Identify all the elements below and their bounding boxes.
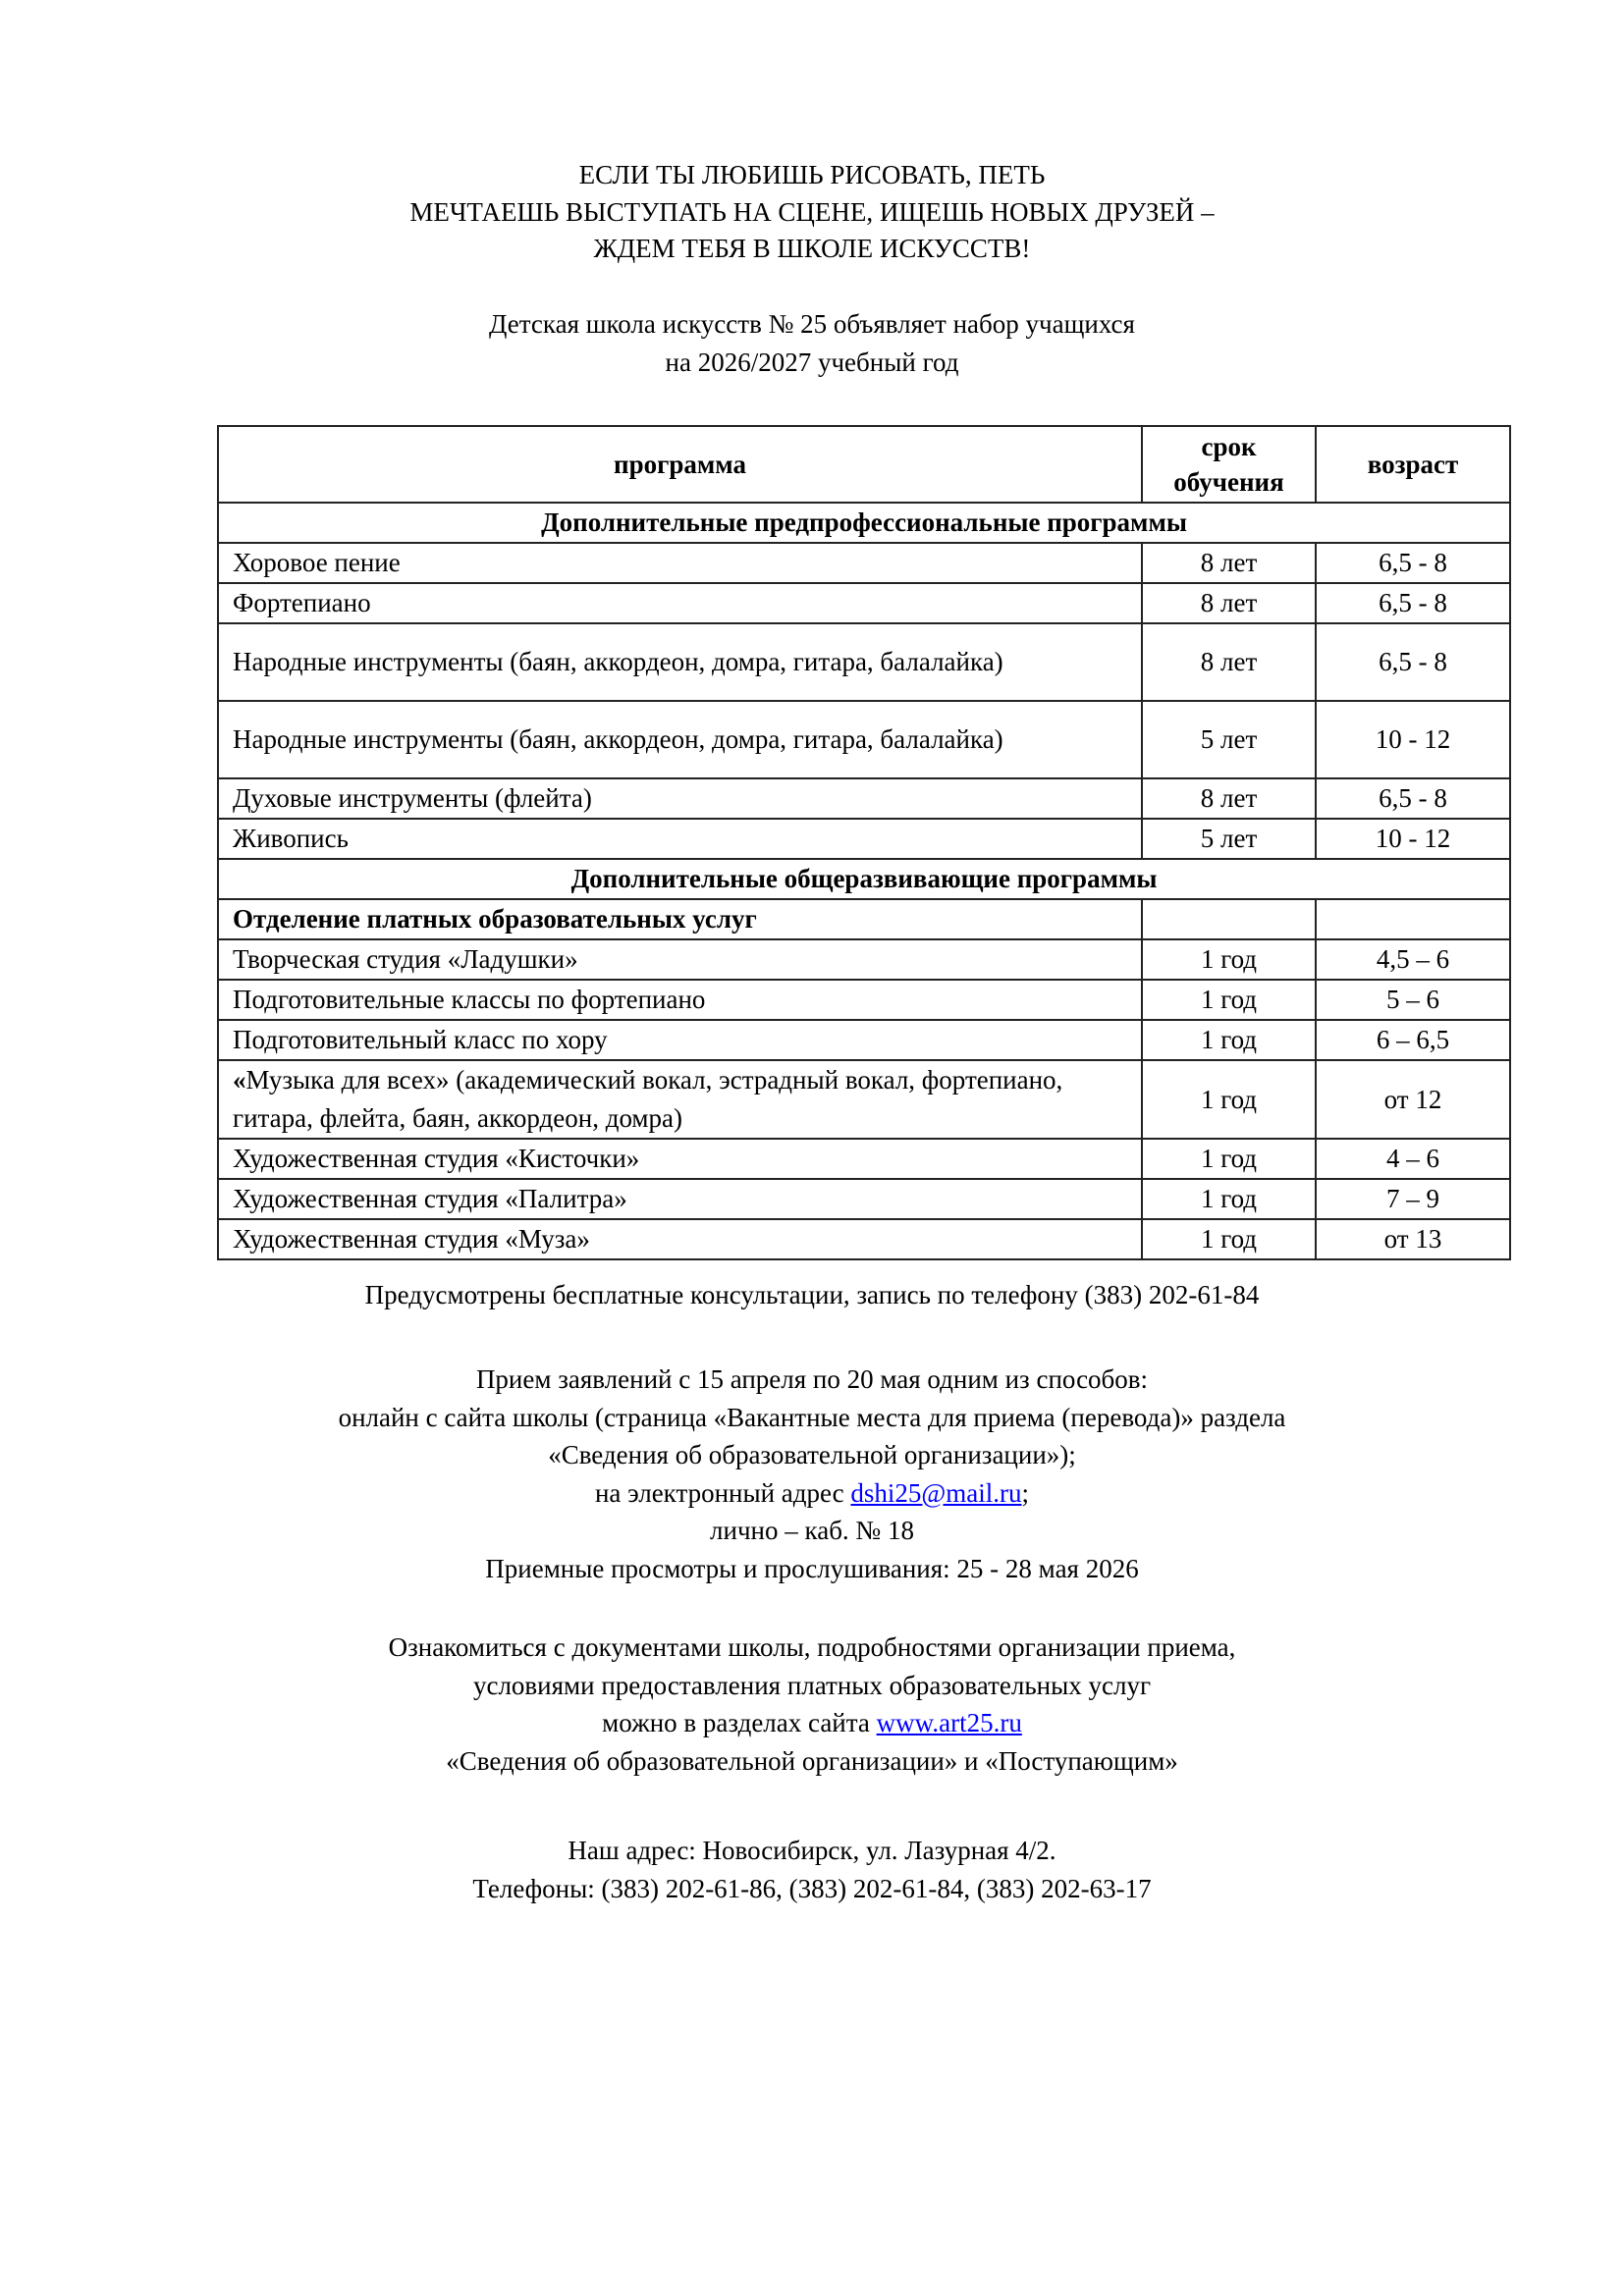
section-row xyxy=(218,859,1510,899)
subtitle-line-1: Детская школа искусств № 25 объявляет набор учащихся xyxy=(489,309,1135,339)
program-name: Фортепиано xyxy=(218,583,1142,623)
table-header-row xyxy=(218,426,1510,503)
section-title-general: Дополнительные общеразвивающие программы xyxy=(218,859,1510,899)
email-link[interactable]: dshi25@mail.ru xyxy=(850,1477,1022,1508)
website-link[interactable]: www.art25.ru xyxy=(876,1708,1022,1738)
program-name: Живопись xyxy=(218,819,1142,859)
program-name-text: Народные инструменты (баян, аккордеон, домра, гитара, балалайка) xyxy=(233,724,1003,754)
program-age: 4,5 – 6 xyxy=(1316,939,1510,980)
program-age: 5 – 6 xyxy=(1316,980,1510,1020)
program-term: 8 лет xyxy=(1142,543,1316,583)
header-age: возраст xyxy=(1316,426,1510,503)
program-name: Художественная студия «Муза» xyxy=(218,1219,1142,1259)
title-line-2: МЕЧТАЕШЬ ВЫСТУПАТЬ НА СЦЕНЕ, ИЩЕШЬ НОВЫХ ДРУЗЕЙ – xyxy=(409,196,1215,227)
documents-info xyxy=(0,1629,1624,1780)
table-row xyxy=(218,819,1510,859)
table-row xyxy=(218,1139,1510,1179)
table-row xyxy=(218,701,1510,778)
applications-line-5: лично – каб. № 18 xyxy=(710,1516,914,1546)
contacts-info xyxy=(0,1832,1624,1907)
site-prefix: можно в разделах сайта xyxy=(602,1708,877,1738)
program-term: 8 лет xyxy=(1142,623,1316,701)
program-age: 10 - 12 xyxy=(1316,819,1510,859)
program-term: 1 год xyxy=(1142,1020,1316,1060)
table-row xyxy=(218,543,1510,583)
announcement-subtitle xyxy=(0,305,1624,381)
program-term: 8 лет xyxy=(1142,583,1316,623)
documents-site-line xyxy=(0,1704,1624,1742)
title-line-1: ЕСЛИ ТЫ ЛЮБИШЬ РИСОВАТЬ, ПЕТЬ xyxy=(578,160,1046,189)
program-age: 7 – 9 xyxy=(1316,1179,1510,1219)
section-title-preprofessional: Дополнительные предпрофессиональные программы xyxy=(218,503,1510,543)
program-term: 1 год xyxy=(1142,1179,1316,1219)
table-row xyxy=(218,980,1510,1020)
table-row xyxy=(218,1219,1510,1259)
program-name: Духовые инструменты (флейта) xyxy=(218,778,1142,819)
header-program: программа xyxy=(218,426,1142,503)
program-age: 6,5 - 8 xyxy=(1316,583,1510,623)
table-row xyxy=(218,623,1510,701)
program-age: от 12 xyxy=(1316,1060,1510,1139)
program-name: Художественная студия «Кисточки» xyxy=(218,1139,1142,1179)
program-term: 8 лет xyxy=(1142,778,1316,819)
empty-cell xyxy=(1316,899,1510,939)
subsection-row xyxy=(218,899,1510,939)
program-age: 6 – 6,5 xyxy=(1316,1020,1510,1060)
applications-line-6: Приемные просмотры и прослушивания: 25 - 28 мая 2026 xyxy=(485,1553,1139,1583)
program-age: 6,5 - 8 xyxy=(1316,543,1510,583)
program-age: 4 – 6 xyxy=(1316,1139,1510,1179)
program-name xyxy=(218,701,1142,778)
table-row xyxy=(218,939,1510,980)
program-name: Художественная студия «Палитра» xyxy=(218,1179,1142,1219)
applications-line-2: онлайн с сайта школы (страница «Вакантные места для приема (перевода)» раздела xyxy=(338,1402,1286,1432)
subsection-title-paid: Отделение платных образовательных услуг xyxy=(218,899,1142,939)
program-name: Подготовительный класс по хору xyxy=(218,1020,1142,1060)
program-term: 1 год xyxy=(1142,1219,1316,1259)
title-line-3: ЖДЕМ ТЕБЯ В ШКОЛЕ ИСКУССТВ! xyxy=(593,234,1031,263)
documents-line-4: «Сведения об образовательной организации» и «Поступающим» xyxy=(446,1745,1178,1776)
table-row xyxy=(218,1179,1510,1219)
program-name xyxy=(218,1060,1142,1139)
applications-info xyxy=(0,1361,1624,1588)
consultation-note xyxy=(0,1276,1624,1314)
applications-line-1: Прием заявлений с 15 апреля по 20 мая одним из способов: xyxy=(475,1364,1149,1394)
program-name-text: Народные инструменты (баян, аккордеон, домра, гитара, балалайка) xyxy=(233,647,1003,676)
program-age: 6,5 - 8 xyxy=(1316,778,1510,819)
table-row xyxy=(218,1060,1510,1139)
program-name: Хоровое пение xyxy=(218,543,1142,583)
applications-line-3: «Сведения об образовательной организации»); xyxy=(548,1440,1076,1470)
email-suffix: ; xyxy=(1021,1477,1030,1508)
email-prefix: на электронный адрес xyxy=(594,1477,851,1508)
applications-email-line xyxy=(0,1474,1624,1513)
table-row xyxy=(218,583,1510,623)
programs-table xyxy=(217,425,1511,1260)
program-age: 6,5 - 8 xyxy=(1316,623,1510,701)
program-term: 5 лет xyxy=(1142,701,1316,778)
program-name-text: Музыка для всех» (академический вокал, эстрадный вокал, фортепиано, гитара, флейта, баян, аккордеон, домра) xyxy=(233,1065,1063,1133)
documents-line-1: Ознакомиться с документами школы, подробностями организации приема, xyxy=(388,1632,1236,1662)
consultation-text: Предусмотрены бесплатные консультации, запись по телефону (383) 202-61-84 xyxy=(364,1280,1260,1309)
phones-text: Телефоны: (383) 202-61-86, (383) 202-61-84, (383) 202-63-17 xyxy=(472,1873,1152,1903)
table-row xyxy=(218,1020,1510,1060)
program-term: 1 год xyxy=(1142,1139,1316,1179)
program-age: 10 - 12 xyxy=(1316,701,1510,778)
program-term: 1 год xyxy=(1142,939,1316,980)
program-name: Подготовительные классы по фортепиано xyxy=(218,980,1142,1020)
program-term: 5 лет xyxy=(1142,819,1316,859)
address-text: Наш адрес: Новосибирск, ул. Лазурная 4/2. xyxy=(568,1836,1056,1865)
program-name: Творческая студия «Ладушки» xyxy=(218,939,1142,980)
announcement-title xyxy=(0,157,1624,268)
header-term: срок обучения xyxy=(1142,426,1316,503)
program-age: от 13 xyxy=(1316,1219,1510,1259)
program-term: 1 год xyxy=(1142,980,1316,1020)
opening-quote: « xyxy=(233,1065,246,1095)
documents-line-2: условиями предоставления платных образовательных услуг xyxy=(472,1670,1152,1700)
subtitle-line-2: на 2026/2027 учебный год xyxy=(665,347,959,377)
empty-cell xyxy=(1142,899,1316,939)
program-name xyxy=(218,623,1142,701)
table-row xyxy=(218,778,1510,819)
program-term: 1 год xyxy=(1142,1060,1316,1139)
section-row xyxy=(218,503,1510,543)
